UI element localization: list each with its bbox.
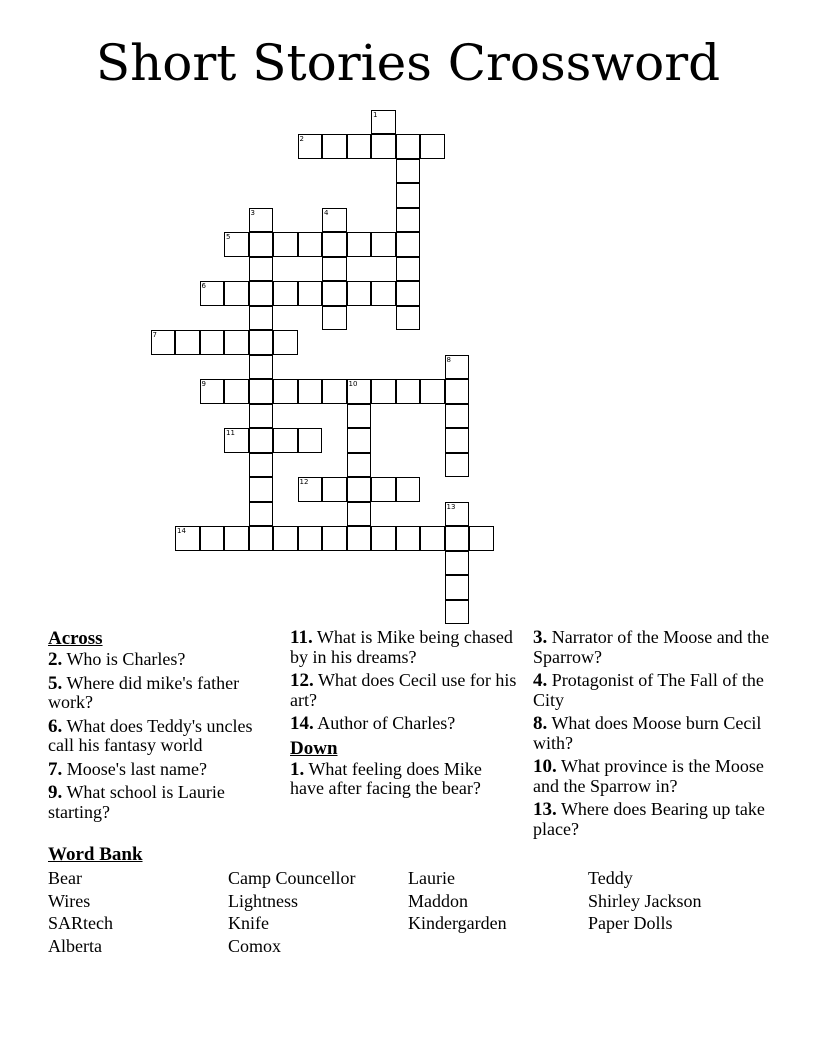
word-bank-item: Wires [48,891,91,911]
word-bank-item: Alberta [48,936,102,956]
word-bank-item: Bear [48,868,82,888]
grid-cell[interactable] [371,232,396,257]
grid-cell[interactable] [298,379,323,404]
grid-cell[interactable] [224,526,249,551]
word-bank-item: Paper Dolls [588,913,673,933]
grid-cell[interactable] [445,355,470,380]
grid-cell[interactable] [371,134,396,159]
clues-column-1 [48,628,278,826]
grid-cell[interactable] [322,232,347,257]
grid-cell[interactable] [469,526,494,551]
grid-cell[interactable] [347,428,372,453]
word-bank-item: Maddon [408,891,468,911]
grid-cell[interactable] [224,330,249,355]
page-title: Short Stories Crossword [95,34,721,92]
grid-cell[interactable] [396,134,421,159]
grid-cell[interactable] [322,526,347,551]
grid-cell[interactable] [200,379,225,404]
across-clue-12: 12. What does Cecil use for his art? [290,670,517,710]
grid-cell[interactable] [420,134,445,159]
grid-cell[interactable] [371,281,396,306]
clue-number: 7 [152,331,157,339]
grid-cell[interactable] [249,502,274,527]
grid-cell[interactable] [347,526,372,551]
grid-cell[interactable] [175,330,200,355]
grid-cell[interactable] [347,453,372,478]
grid-cell[interactable] [347,281,372,306]
grid-cell[interactable] [249,281,274,306]
grid-cell[interactable] [249,355,274,380]
grid-cell[interactable] [200,330,225,355]
grid-cell[interactable] [396,183,421,208]
across-clue-11: 11. What is Mike being chased by in his dreams? [290,627,513,667]
grid-cell[interactable] [273,232,298,257]
grid-cell[interactable] [249,208,274,233]
across-clue-6: 6. What does Teddy's uncles call his fantasy world [48,715,253,755]
clue-number: 13 [446,502,456,511]
grid-cell[interactable] [445,428,470,453]
grid-cell[interactable] [371,526,396,551]
word-bank-item: Kindergarden [408,913,507,933]
across-heading: Across [48,628,103,649]
grid-cell[interactable] [396,306,421,331]
grid-cell[interactable] [347,404,372,429]
clues-column-2 [290,628,520,803]
across-clue-2: 2. Who is Charles? [48,649,186,670]
grid-cell[interactable] [396,232,421,257]
grid-cell[interactable] [322,306,347,331]
grid-cell[interactable] [249,232,274,257]
clue-number: 9 [201,380,206,388]
down-clue-1: 1. What feeling does Mike have after facing the bear? [290,758,482,798]
grid-cell[interactable] [273,330,298,355]
grid-cell[interactable] [298,477,323,502]
clues-column-3 [533,628,773,843]
across-clue-14: 14. Author of Charles? [290,713,456,734]
word-bank-item: Shirley Jackson [588,891,702,911]
grid-cell[interactable] [396,257,421,282]
clue-number: 3 [250,208,255,217]
grid-cell[interactable] [445,600,470,625]
grid-cell[interactable] [249,477,274,502]
clue-number: 5 [226,233,231,241]
grid-cell[interactable] [224,232,249,257]
down-clue-3: 3. Narrator of the Moose and the Sparrow? [533,627,770,667]
grid-cell[interactable] [298,134,323,159]
grid-cell[interactable] [175,526,200,551]
grid-cell[interactable] [224,379,249,404]
clue-number: 10 [348,380,358,388]
word-bank-item: SARtech [48,913,113,933]
clue-number: 2 [299,135,304,143]
grid-cell[interactable] [273,281,298,306]
word-bank-item: Comox [228,936,282,956]
down-heading: Down [290,737,338,759]
grid-cell[interactable] [347,502,372,527]
word-bank-item: Knife [228,913,269,933]
clue-number: 8 [446,355,451,364]
word-bank-item: Laurie [408,868,455,888]
clue-number: 6 [201,282,206,290]
grid-cell[interactable] [371,379,396,404]
word-bank-item: Camp Councellor [228,868,356,888]
grid-cell[interactable] [322,134,347,159]
grid-cell[interactable] [249,526,274,551]
grid-cell[interactable] [322,257,347,282]
across-clue-9: 9. What school is Laurie starting? [48,782,225,822]
grid-cell[interactable] [224,428,249,453]
grid-cell[interactable] [371,110,396,135]
grid-cell[interactable] [396,159,421,184]
clue-number: 14 [177,527,186,535]
across-clue-5: 5. Where did mike's father work? [48,672,240,712]
word-bank-item: Teddy [588,868,633,888]
grid-cell[interactable] [396,477,421,502]
grid-cell[interactable] [445,404,470,429]
grid-cell[interactable] [396,208,421,233]
grid-cell[interactable] [200,526,225,551]
grid-cell[interactable] [445,379,470,404]
grid-cell[interactable] [273,428,298,453]
grid-cell[interactable] [298,526,323,551]
grid-cell[interactable] [249,330,274,355]
down-clue-4: 4. Protagonist of The Fall of the City [533,670,764,710]
grid-cell[interactable] [322,281,347,306]
grid-cell[interactable] [249,306,274,331]
grid-cell[interactable] [445,502,470,527]
grid-cell[interactable] [322,477,347,502]
grid-cell[interactable] [420,379,445,404]
grid-cell[interactable] [445,551,470,576]
grid-cell[interactable] [371,477,396,502]
clue-number: 12 [299,478,309,486]
grid-cell[interactable] [273,379,298,404]
grid-cell[interactable] [249,453,274,478]
word-bank-item: Lightness [228,891,298,911]
clue-number: 11 [226,429,235,437]
grid-cell[interactable] [445,453,470,478]
word-bank-title: Word Bank [48,844,143,865]
grid-cell[interactable] [200,281,225,306]
grid-cell[interactable] [322,379,347,404]
grid-cell[interactable] [151,330,176,355]
grid-cell[interactable] [420,526,445,551]
across-clue-7: 7. Moose's last name? [48,758,207,780]
grid-cell[interactable] [249,404,274,429]
down-clue-8: 8. What does Moose burn Cecil with? [533,713,762,753]
down-clue-13: 13. Where does Bearing up take place? [533,799,765,839]
grid-cell[interactable] [322,208,347,233]
grid-cell[interactable] [347,134,372,159]
grid-cell[interactable] [445,526,470,551]
grid-cell[interactable] [347,232,372,257]
grid-cell[interactable] [347,477,372,502]
grid-cell[interactable] [298,428,323,453]
grid-cell[interactable] [396,281,421,306]
grid-cell[interactable] [396,379,421,404]
grid-cell[interactable] [249,428,274,453]
grid-cell[interactable] [298,281,323,306]
grid-cell[interactable] [445,575,470,600]
grid-cell[interactable] [298,232,323,257]
grid-cell[interactable] [273,526,298,551]
clue-number: 1 [373,110,378,119]
grid-cell[interactable] [249,379,274,404]
grid-cell[interactable] [249,257,274,282]
clue-number: 4 [324,208,329,217]
grid-cell[interactable] [396,526,421,551]
down-clue-10: 10. What province is the Moose and the Sparrow in? [533,756,764,796]
grid-cell[interactable] [347,379,372,404]
grid-cell[interactable] [224,281,249,306]
